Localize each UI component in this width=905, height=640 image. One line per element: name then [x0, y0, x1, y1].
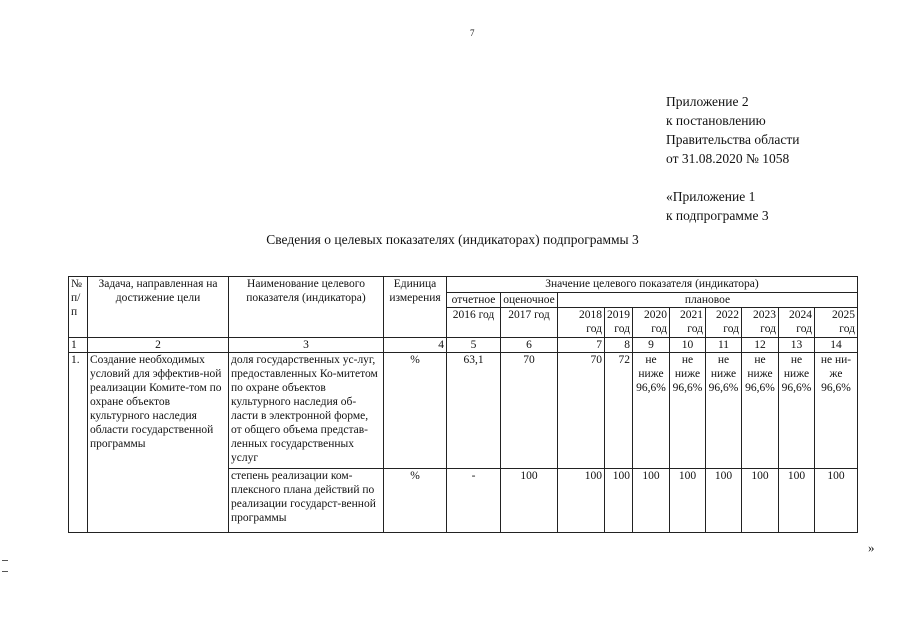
column-number: 7 — [558, 338, 605, 353]
column-number: 3 — [229, 338, 384, 353]
table-row — [69, 353, 858, 469]
approval-subline: «Приложение 1 — [666, 189, 756, 204]
value-cell: 70 — [501, 353, 558, 469]
value-cell: 100 — [670, 469, 706, 533]
header-year: 2024 год — [779, 308, 815, 338]
header-value: Значение целевого показателя (индикатора) — [447, 277, 858, 293]
value-cell: 100 — [742, 469, 779, 533]
value-cell: не ни-же 96,6% — [815, 353, 858, 469]
header-year: 2019 год — [605, 308, 633, 338]
value-cell: 100 — [558, 469, 605, 533]
header-year: 2018 год — [558, 308, 605, 338]
header-year: 2022 год — [706, 308, 742, 338]
value-cell: 100 — [779, 469, 815, 533]
header-year-2016: 2016 год — [447, 308, 501, 338]
column-number: 5 — [447, 338, 501, 353]
page-number: 7 — [470, 28, 475, 38]
column-number: 2 — [88, 338, 229, 353]
header-num: № п/п — [69, 277, 88, 338]
header-estimate: оценочное — [501, 293, 558, 308]
header-report: отчетное — [447, 293, 501, 308]
indicator-name: доля государственных ус-луг, предоставленных Ко-митетом по охране объектов культурного наследия об-ласти в электронной форме, от общего объема представ-ленных государственных услуг — [229, 353, 384, 469]
value-cell: не ниже 96,6% — [670, 353, 706, 469]
value-cell: не ниже 96,6% — [706, 353, 742, 469]
unit-cell: % — [384, 353, 447, 469]
column-number: 13 — [779, 338, 815, 353]
closing-quote: » — [868, 540, 875, 555]
header-task: Задача, направленная на достижение цели — [88, 277, 229, 338]
header-year: 2023 год — [742, 308, 779, 338]
value-cell: не ниже 96,6% — [742, 353, 779, 469]
approval-subline: к подпрограмме 3 — [666, 208, 769, 223]
scan-margin-mark — [2, 560, 8, 572]
column-number: 8 — [605, 338, 633, 353]
column-number: 10 — [670, 338, 706, 353]
value-cell: 100 — [706, 469, 742, 533]
row-number: 1. — [69, 353, 88, 533]
header-year: 2025 год — [815, 308, 858, 338]
value-cell: не ниже 96,6% — [633, 353, 670, 469]
document-title: Сведения о целевых показателях (индикаторах) подпрограммы 3 — [266, 232, 639, 247]
value-cell: 100 — [815, 469, 858, 533]
value-cell: 63,1 — [447, 353, 501, 469]
task-cell: Создание необходимых условий для эффектив-ной реализации Комите-том по охране объектов культурного наследия области государственной программы — [88, 353, 229, 533]
header-year: 2021 год — [670, 308, 706, 338]
column-number: 6 — [501, 338, 558, 353]
value-cell: 72 — [605, 353, 633, 469]
approval-line: Приложение 2 — [666, 94, 749, 109]
value-cell: 70 — [558, 353, 605, 469]
column-number: 1 — [69, 338, 88, 353]
column-number: 12 — [742, 338, 779, 353]
header-year-2017: 2017 год — [501, 308, 558, 338]
header-indicator-name: Наименование целевого показателя (индикатора) — [229, 277, 384, 338]
approval-line: от 31.08.2020 № 1058 — [666, 151, 790, 166]
value-cell: 100 — [605, 469, 633, 533]
column-number: 9 — [633, 338, 670, 353]
header-unit: Единица измерения — [384, 277, 447, 338]
approval-line: Правительства области — [666, 132, 800, 147]
indicators-table — [68, 276, 858, 533]
value-cell: не ниже 96,6% — [779, 353, 815, 469]
column-number: 14 — [815, 338, 858, 353]
value-cell: 100 — [633, 469, 670, 533]
header-year: 2020 год — [633, 308, 670, 338]
column-number: 11 — [706, 338, 742, 353]
approval-block — [666, 92, 799, 225]
value-cell: 100 — [501, 469, 558, 533]
approval-line: к постановлению — [666, 113, 766, 128]
value-cell: - — [447, 469, 501, 533]
unit-cell: % — [384, 469, 447, 533]
header-plan: плановое — [558, 293, 858, 308]
indicator-name: степень реализации ком-плексного плана действий по реализации государст-венной программы — [229, 469, 384, 533]
column-number: 4 — [384, 338, 447, 353]
column-numbers-row — [69, 338, 858, 353]
